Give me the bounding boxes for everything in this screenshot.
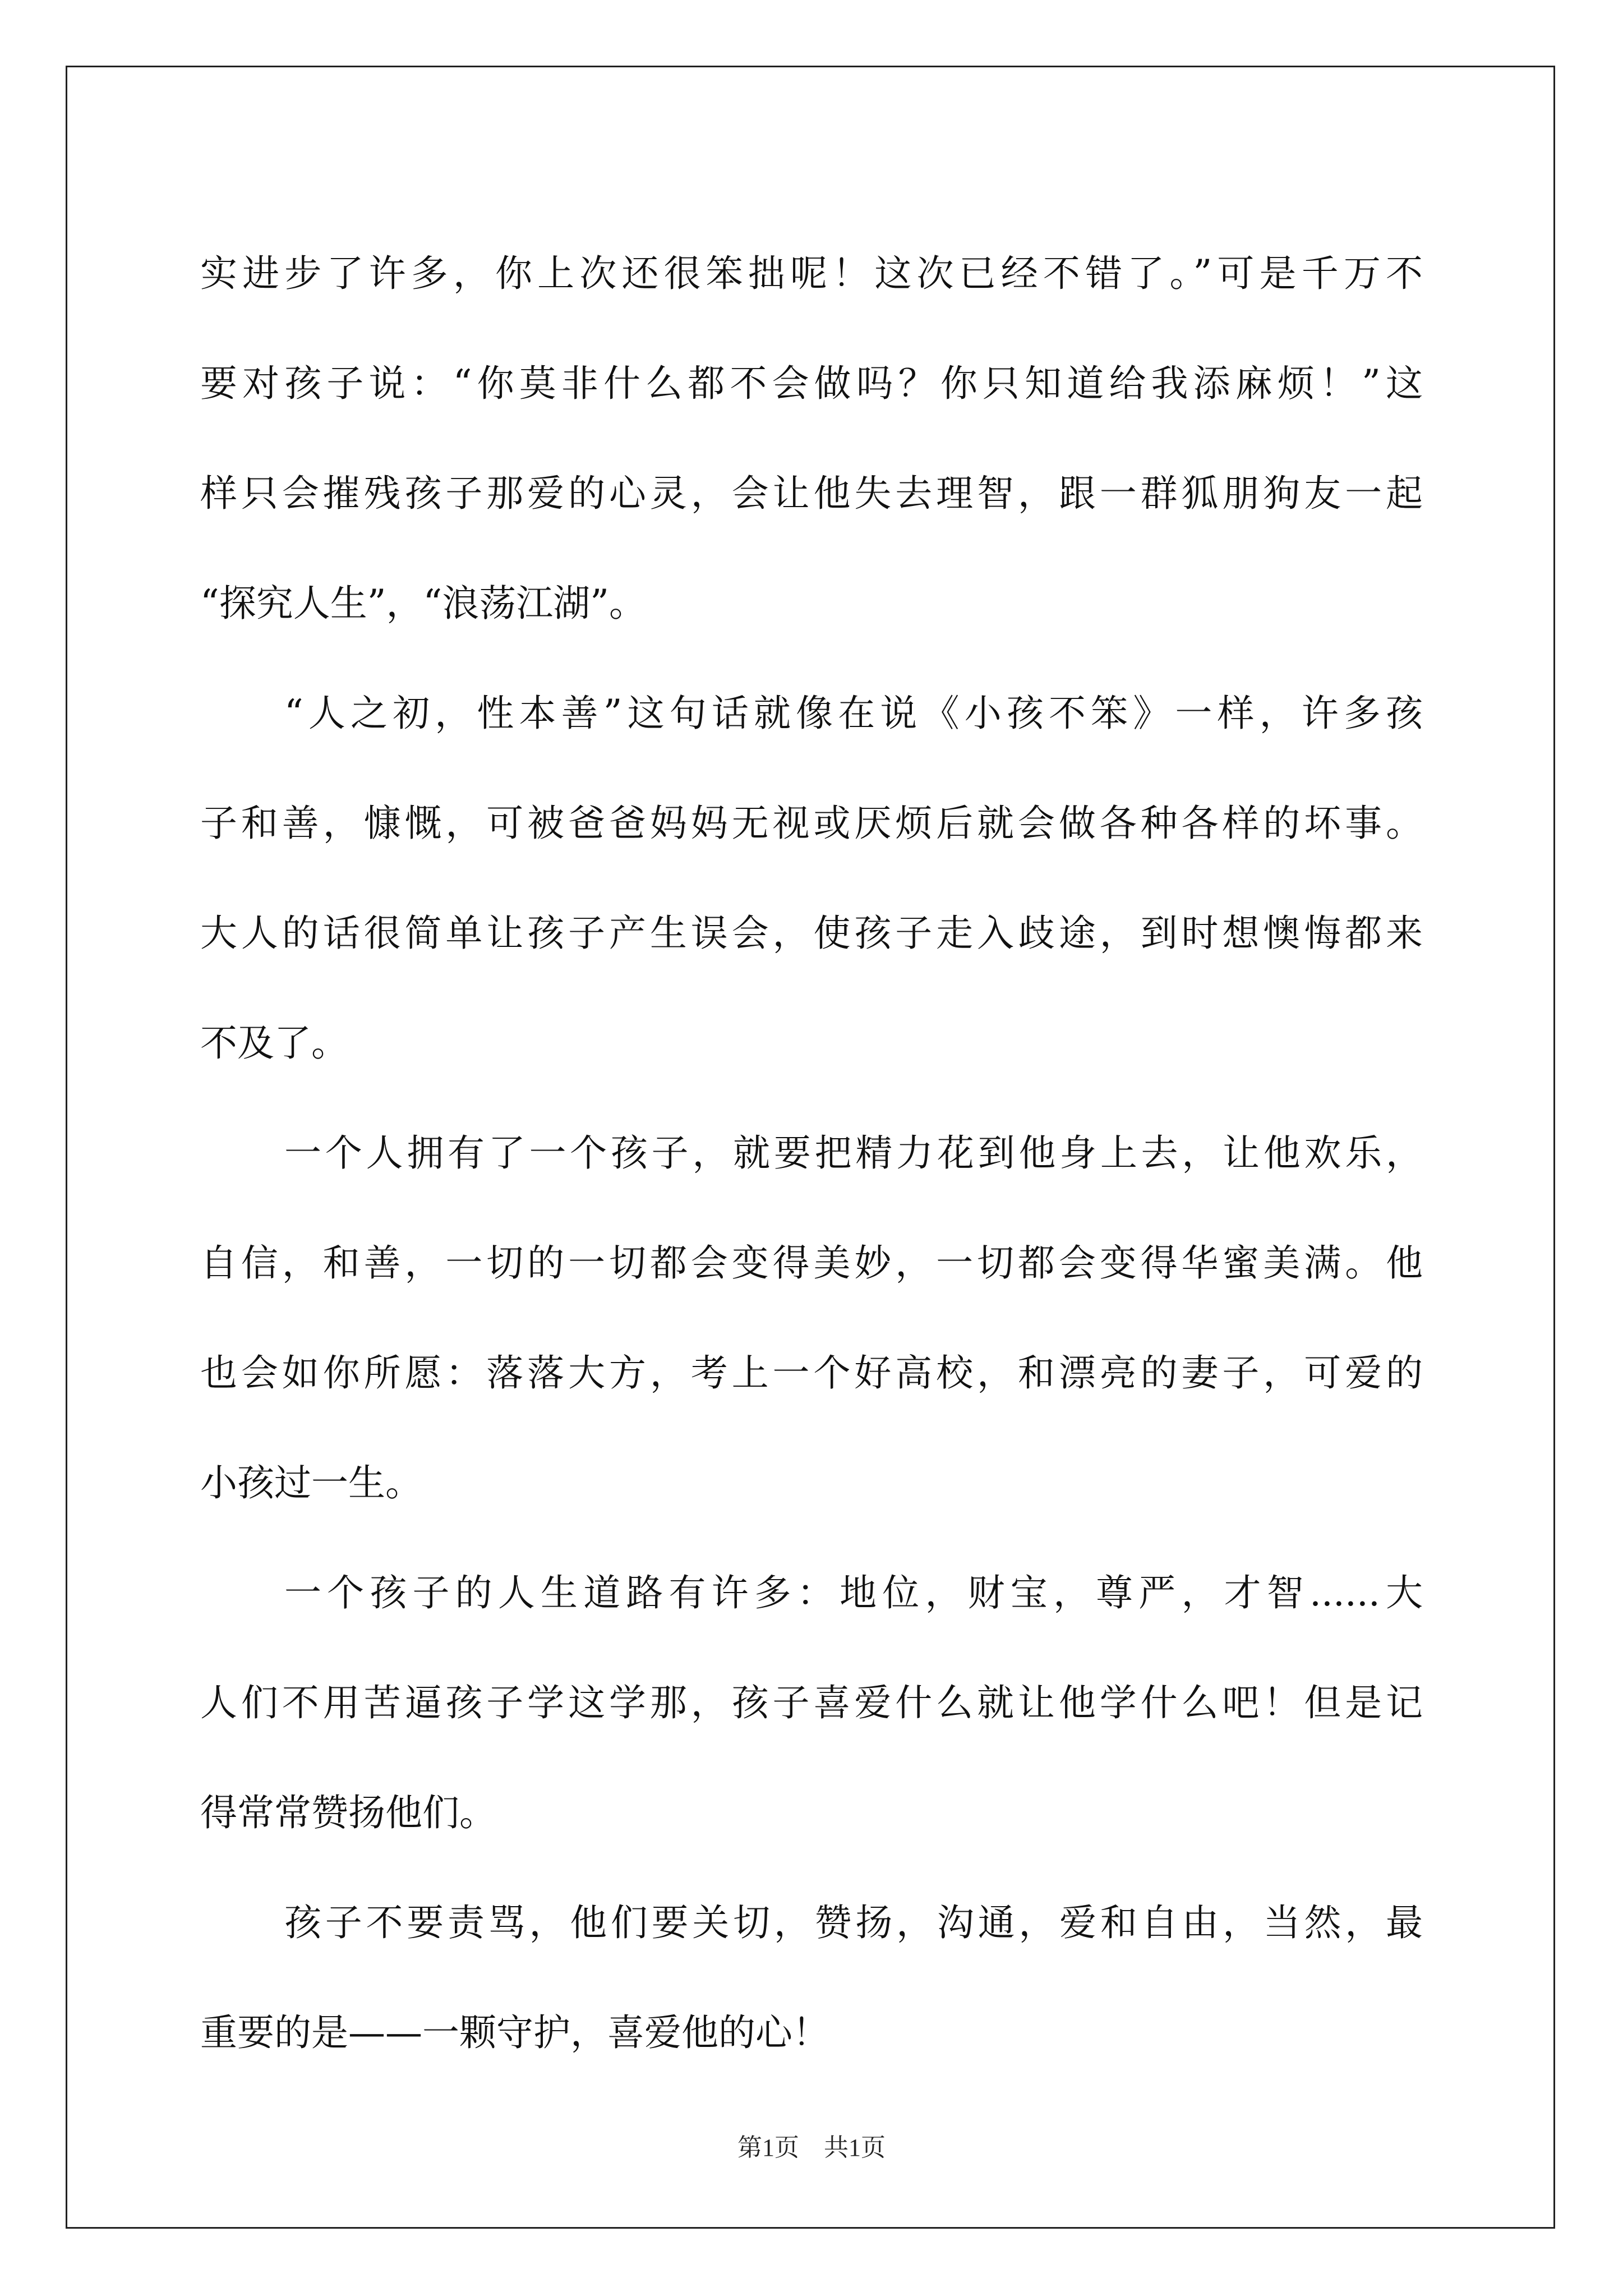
text-line: 重要的是——一颗守护，喜爱他的心！ xyxy=(200,2011,829,2054)
text-line: 自信，和善，一切的一切都会变得美妙，一切都会变得华蜜美满。他 xyxy=(200,1241,1423,1285)
text-line: 样只会摧残孩子那爱的心灵，会让他失去理智，跟一群狐朋狗友一起 xyxy=(200,472,1423,515)
text-line: “探究人生”，“浪荡江湖”。 xyxy=(200,582,646,625)
paragraph-start-line: 一个人拥有了一个孩子，就要把精力花到他身上去，让他欢乐， xyxy=(284,1131,1423,1175)
paragraph-start-line: 一个孩子的人生道路有许多：地位，财宝，尊严，才智......大 xyxy=(284,1571,1423,1614)
text-line: 不及了。 xyxy=(200,1022,348,1065)
text-line: 实进步了许多，你上次还很笨拙呢！这次已经不错了。”可是千万不 xyxy=(200,252,1423,295)
text-line: 要对孩子说：“你莫非什么都不会做吗？你只知道给我添麻烦！”这 xyxy=(200,362,1423,405)
paragraph-start-line: “人之初，性本善”这句话就像在说《小孩不笨》一样，许多孩 xyxy=(284,692,1423,735)
document-body xyxy=(200,219,1423,2088)
text-line: 子和善，慷慨，可被爸爸妈妈无视或厌烦后就会做各种各样的坏事。 xyxy=(200,802,1423,845)
text-line: 也会如你所愿：落落大方，考上一个好高校，和漂亮的妻子，可爱的 xyxy=(200,1351,1423,1395)
text-line: 得常常赞扬他们。 xyxy=(200,1791,496,1834)
text-line: 大人的话很简单让孩子产生误会，使孩子走入歧途，到时想懊悔都来 xyxy=(200,912,1423,955)
page-number-footer: 第1页 共1页 xyxy=(737,2134,886,2161)
paragraph-start-line: 孩子不要责骂，他们要关切，赞扬，沟通，爱和自由，当然，最 xyxy=(284,1901,1423,1944)
text-line: 小孩过一生。 xyxy=(200,1461,422,1504)
text-line: 人们不用苦逼孩子学这学那，孩子喜爱什么就让他学什么吧！但是记 xyxy=(200,1681,1423,1724)
